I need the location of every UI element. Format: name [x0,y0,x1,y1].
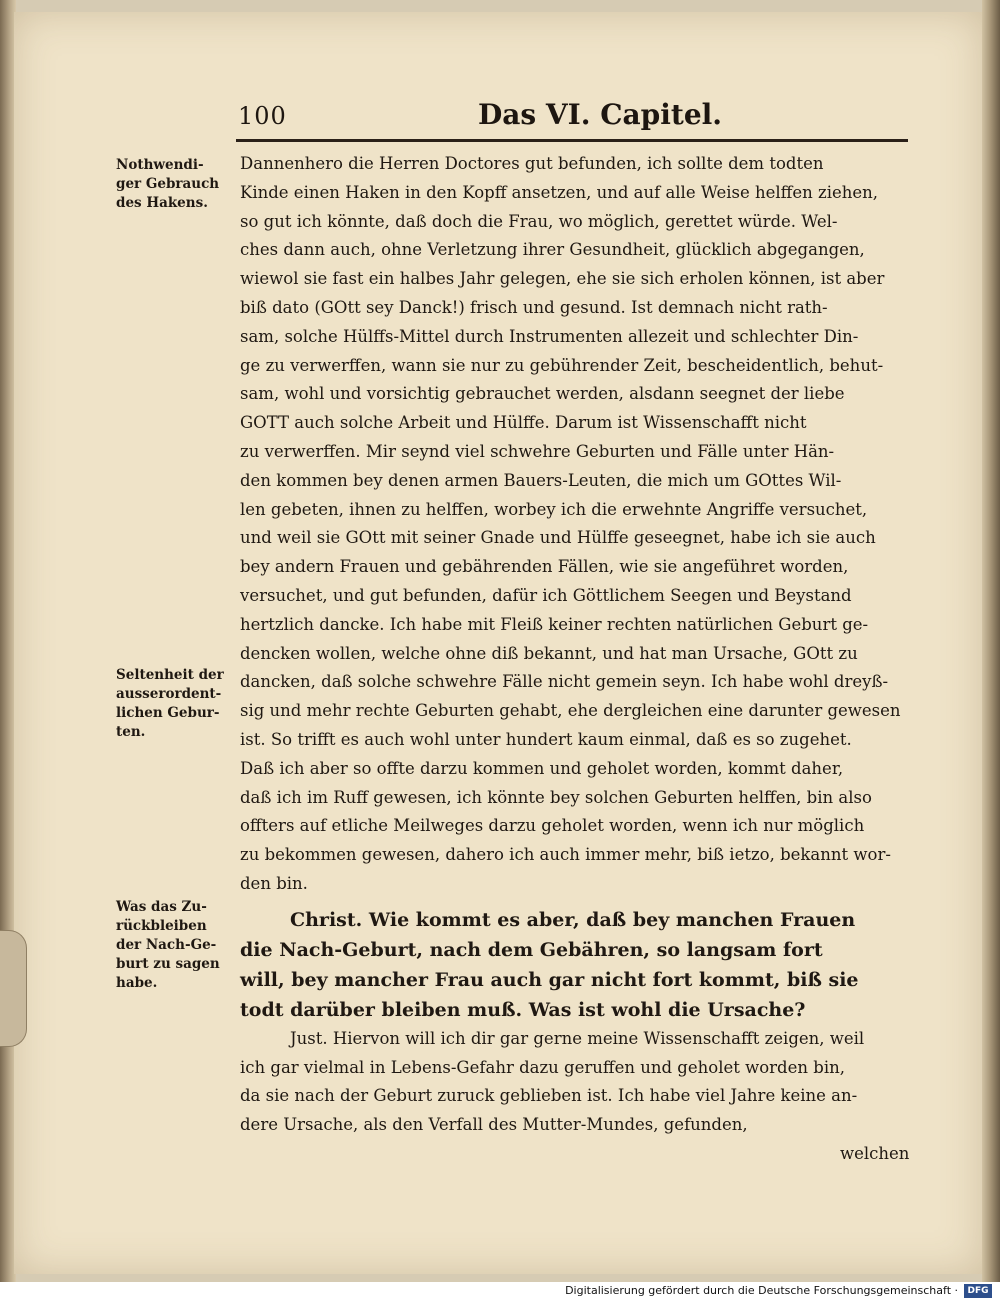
margin-note-line: lichen Gebur- [116,705,220,721]
text-line: wiewol sie fast ein halbes Jahr gelegen, ehe sie sich erholen können, ist aber [240,269,885,289]
margin-note-line: der Nach-Ge- [116,937,217,953]
dialogue-line-just: da sie nach der Geburt zuruck geblieben ist. Ich habe viel Jahre keine an- [240,1086,858,1106]
margin-note-line: Seltenheit der [116,667,224,683]
text-line: den kommen bey denen armen Bauers-Leuten, die mich um GOttes Wil- [240,470,842,490]
text-line: bey andern Frauen und gebährenden Fällen, wie sie angeführet worden, [240,557,849,577]
margin-note-line: Was das Zu- [116,899,207,915]
text-line: ches dann auch, ohne Verletzung ihrer Gesundheit, glücklich abgegangen, [240,240,865,260]
text-line: hertzlich dancke. Ich habe mit Fleiß keiner rechten natürlichen Geburt ge- [240,614,869,634]
margin-note-line: ausserordent- [116,686,222,702]
text-line: offters auf etliche Meilweges darzu geholet worden, wenn ich nur möglich [240,816,865,836]
dfg-logo: DFG [964,1284,992,1298]
margin-note-line: ger Gebrauch [116,176,220,192]
text-line: dancken, daß solche schwehre Fälle nicht gemein seyn. Ich habe wohl dreyß- [240,672,889,692]
page-number: 100 [238,102,287,130]
dialogue-line-just: welchen [840,1144,910,1163]
text-line: und weil sie GOtt mit seiner Gnade und Hülffe geseegnet, habe ich sie auch [240,528,876,548]
footer-bar [0,1282,1000,1301]
dialogue-line-christ: will, bey mancher Frau auch gar nicht fort kommt, biß sie [240,968,859,991]
margin-note-line: des Hakens. [116,195,208,211]
dialogue-line-just: Just. Hiervon will ich dir gar gerne meine Wissenschafft zeigen, weil [290,1028,865,1048]
dialogue-line-christ: die Nach-Geburt, nach dem Gebähren, so langsam fort [240,938,823,961]
text-line: len gebeten, ihnen zu helffen, worbey ich die erwehnte Angriffe versuchet, [240,499,868,519]
text-line: sam, wohl und vorsichtig gebrauchet werden, alsdann seegnet der liebe [240,384,845,404]
page-header [238,98,908,136]
dialogue-line-christ: Christ. Wie kommt es aber, daß bey manchen Frauen [290,908,856,931]
text-line: Dannenhero die Herren Doctores gut befunden, ich sollte dem todten [240,154,824,173]
dialogue-line-just: dere Ursache, als den Verfall des Mutter-Mundes, gefunden, [240,1115,748,1135]
text-line: GOTT auch solche Arbeit und Hülffe. Darum ist Wissenschafft nicht [240,413,807,433]
text-line: zu bekommen gewesen, dahero ich auch immer mehr, biß ietzo, bekannt wor- [240,845,891,865]
funding-credit: Digitalisierung gefördert durch die Deutsche Forschungsgemeinschaft · [565,1284,958,1297]
text-line: Kinde einen Haken in den Kopff ansetzen, und auf alle Weise helffen ziehen, [240,182,878,202]
margin-note-line: habe. [116,975,158,991]
page-edge [982,0,1000,1282]
page-tab-marker [0,930,27,1047]
dialogue-line-christ: todt darüber bleiben muß. Was ist wohl die Ursache? [240,998,806,1021]
dialogue-line-just: ich gar vielmal in Lebens-Gefahr dazu geruffen und geholet worden bin, [240,1057,845,1077]
margin-note-afterbirth [116,898,240,993]
text-line: ge zu verwerffen, wann sie nur zu gebührender Zeit, bescheidentlich, behut- [240,355,884,375]
text-line: daß ich im Ruff gewesen, ich könnte bey solchen Geburten helffen, bin also [240,787,872,807]
margin-note-line: Nothwendi- [116,157,204,173]
text-line: Daß ich aber so offte darzu kommen und geholet worden, kommt daher, [240,758,844,778]
text-line: so gut ich könnte, daß doch die Frau, wo möglich, gerettet würde. Wel- [240,211,838,231]
running-title: Das VI. Capitel. [478,98,723,131]
text-line: den bin. [240,874,308,893]
text-line: biß dato (GOtt sey Danck!) frisch und gesund. Ist demnach nicht rath- [240,298,828,317]
text-line: sig und mehr rechte Geburten gehabt, ehe dergleichen eine darunter gewesen [240,701,901,721]
margin-note-line: burt zu sagen [116,956,220,972]
text-line: versuchet, und gut befunden, dafür ich Göttlichem Seegen und Beystand [240,586,852,605]
text-line: zu verwerffen. Mir seynd viel schwehre Geburten und Fälle unter Hän- [240,442,835,461]
text-line: ist. So trifft es auch wohl unter hundert kaum einmal, daß es so zugehet. [240,730,852,749]
header-rule [236,139,908,142]
margin-note-line: ten. [116,724,146,740]
margin-note-line: rückbleiben [116,918,207,934]
text-line: sam, solche Hülffs-Mittel durch Instrumenten allezeit und schlechter Din- [240,326,859,346]
margin-note-necessary-hook [116,156,240,213]
text-line: dencken wollen, welche ohne diß bekannt, und hat man Ursache, GOtt zu [240,643,858,663]
margin-note-rarity [116,666,240,742]
